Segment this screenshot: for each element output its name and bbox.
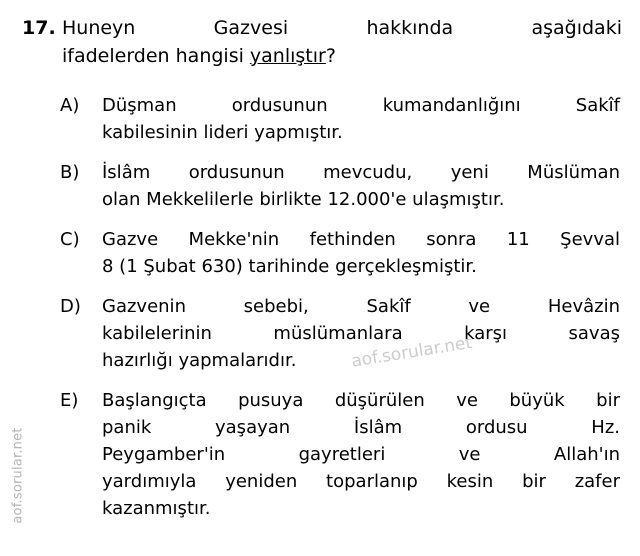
option-d-line-1: Gazvenin sebebi, Sakîf ve Hevâzin: [102, 296, 620, 317]
options-list: [60, 92, 620, 535]
option-b-text: [102, 159, 620, 213]
question-line-2: [62, 42, 622, 70]
option-c-text: [102, 226, 620, 280]
option-b[interactable]: [60, 159, 620, 213]
option-a[interactable]: [60, 92, 620, 146]
option-d-letter: D): [60, 296, 81, 317]
option-b-letter: B): [60, 162, 80, 183]
option-e-line-4: yardımıyla yeniden toparlanıp kesin bir zafer: [102, 471, 620, 492]
option-c-line-1: Gazve Mekke'nin fethinden sonra 11 Şevval: [102, 229, 620, 250]
option-d-line-2: kabilelerinin müslümanlara karşı savaş: [102, 323, 620, 344]
option-e-line-2: panik yaşayan İslâm ordusu Hz.: [102, 417, 620, 438]
option-d[interactable]: [60, 293, 620, 374]
option-a-text: [102, 92, 620, 146]
option-e[interactable]: [60, 387, 620, 522]
side-watermark: [0, 0, 28, 556]
question-line-2-post: ?: [325, 45, 336, 67]
option-c-letter: C): [60, 229, 80, 250]
option-b-line-1: İslâm ordusunun mevcudu, yeni Müslüman: [102, 162, 620, 183]
center-watermark-text: aof.sorular.net: [350, 332, 474, 372]
question-block: [22, 14, 622, 70]
option-c-line-2: 8 (1 Şubat 630) tarihinde gerçekleşmiştir.: [102, 256, 477, 277]
option-c[interactable]: [60, 226, 620, 280]
question-row: [22, 14, 622, 70]
option-a-line-1: Düşman ordusunun kumandanlığını Sakîf: [102, 95, 620, 116]
question-number: 17.: [22, 17, 56, 39]
side-watermark-text: aof.sorular.net: [10, 427, 26, 524]
question-line-2-pre: ifadelerden hangisi: [62, 45, 250, 67]
option-e-text: [102, 387, 620, 522]
option-a-letter: A): [60, 95, 80, 116]
option-d-line-3: hazırlığı yapmalarıdır.: [102, 350, 297, 371]
option-e-line-1: Başlangıçta pusuya düşürülen ve büyük bir: [102, 390, 620, 411]
option-e-line-3: Peygamber'in gayretleri ve Allah'ın: [102, 444, 620, 465]
option-d-text: [102, 293, 620, 374]
question-line-1: Huneyn Gazvesi hakkında aşağıdaki: [62, 17, 622, 39]
question-text: [62, 14, 622, 70]
question-emphasis: yanlıştır: [249, 45, 326, 67]
option-b-line-2: olan Mekkelilerle birlikte 12.000'e ulaşmıştır.: [102, 189, 505, 210]
option-e-line-5: kazanmıştır.: [102, 498, 211, 519]
option-e-letter: E): [60, 390, 79, 411]
option-a-line-2: kabilesinin lideri yapmıştır.: [102, 122, 343, 143]
